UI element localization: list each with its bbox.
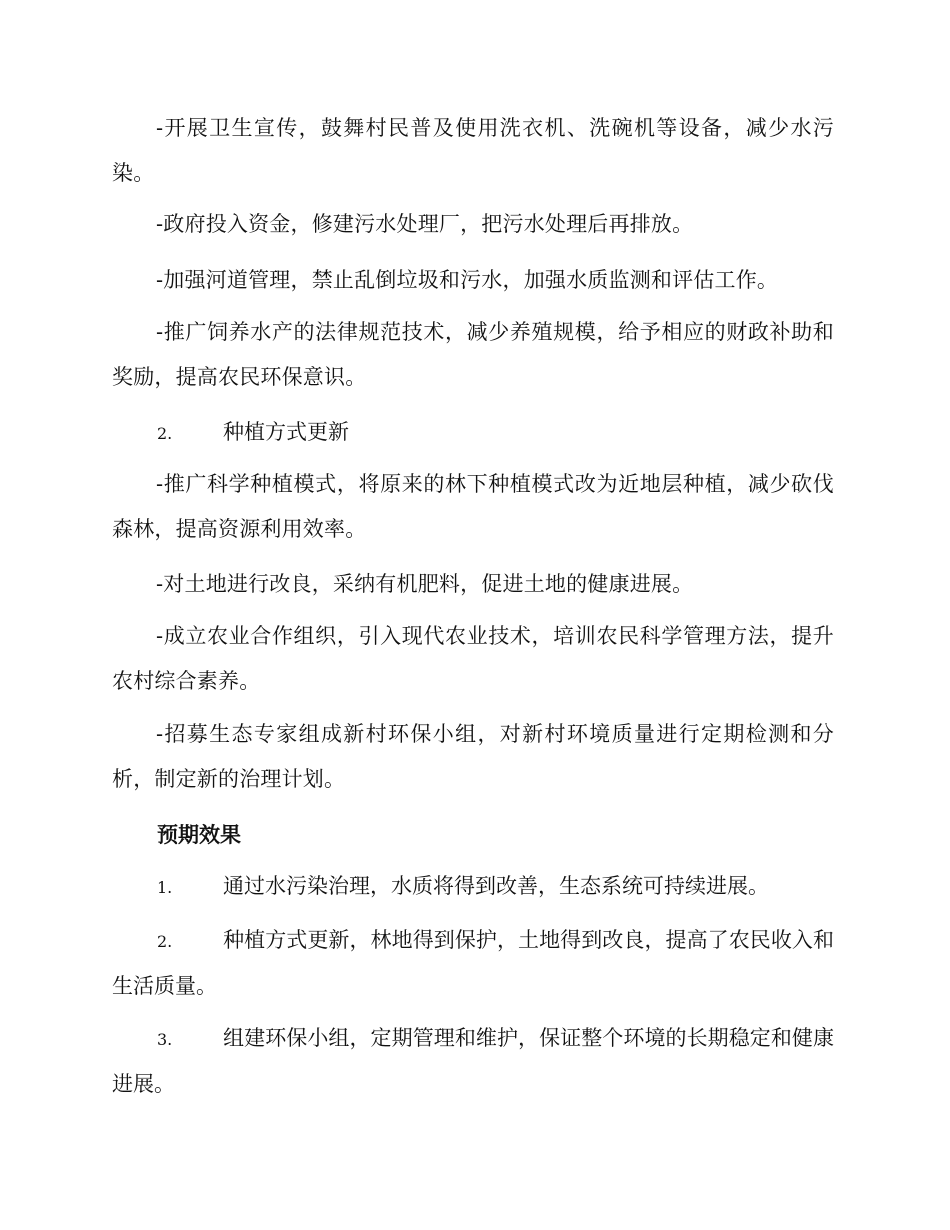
paragraph-eco-experts: -招募生态专家组成新村环保小组，对新村环境质量进行定期检测和分析，制定新的治理计划。 [112,722,834,791]
paragraph-soil-improvement: -对土地进行改良，采纳有机肥料，促进土地的健康进展。 [156,572,694,596]
effect-item-3 [112,1016,834,1107]
effect-text: 组建环保小组，定期管理和维护，保证整个环境的长期稳定和健康进展。 [112,1026,834,1096]
section-title: 种植方式更新 [223,420,349,444]
paragraph-river-management: -加强河道管理，禁止乱倒垃圾和污水，加强水质监测和评估工作。 [156,268,779,292]
paragraph-cooperative: -成立农业合作组织，引入现代农业技术，培训农民科学管理方法，提升农村综合素养。 [112,624,834,693]
paragraph-aquaculture: -推广饲养水产的法律规范技术，减少养殖规模，给予相应的财政补助和奖励，提高农民环保意识。 [112,320,834,389]
paragraph-scientific-planting: -推广科学种植模式，将原来的林下种植模式改为近地层种植，减少砍伐森林，提高资源利用效率。 [112,472,834,541]
effect-number: 1. [157,878,173,897]
effect-item-2 [112,918,834,1009]
effect-item-1 [157,864,837,910]
section-number: 2. [157,424,173,443]
paragraph-hygiene-campaign: -开展卫生宣传，鼓舞村民普及使用洗衣机、洗碗机等设备，减少水污染。 [112,116,834,185]
effect-text: 种植方式更新，林地得到保护，土地得到改良，提高了农民收入和生活质量。 [112,928,834,998]
effects-heading: 预期效果 [157,822,241,847]
effect-text: 通过水污染治理，水质将得到改善，生态系统可持续进展。 [223,874,769,898]
effect-number: 3. [157,1030,173,1049]
effect-number: 2. [157,932,173,951]
paragraph-sewage-plant: -政府投入资金，修建污水处理厂，把污水处理后再排放。 [156,212,694,236]
section-heading-planting [157,410,837,456]
